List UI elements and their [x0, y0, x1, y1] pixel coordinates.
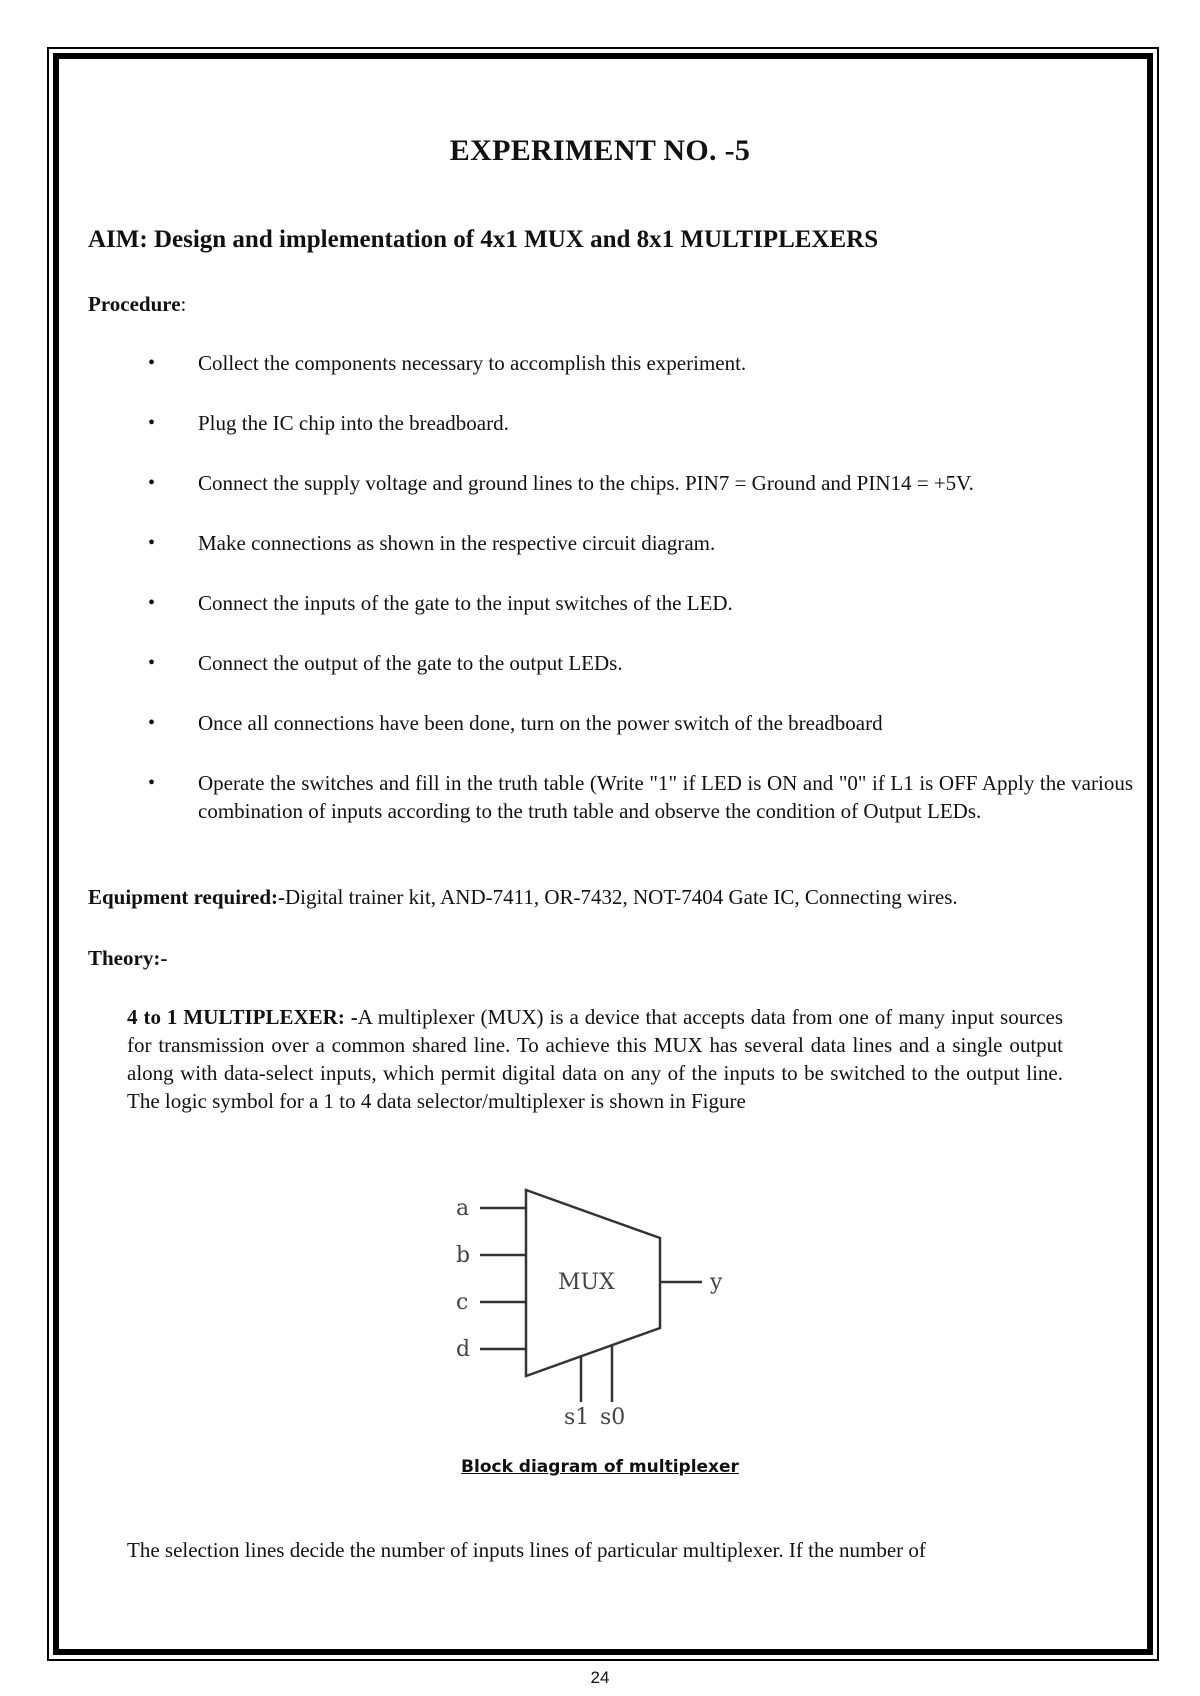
list-item: • Connect the inputs of the gate to the input switches of the LED.	[148, 591, 733, 615]
block-label: MUX	[558, 1270, 615, 1295]
list-item: • Once all connections have been done, turn on the power switch of the breadboard	[148, 711, 883, 735]
equipment-line	[88, 885, 1128, 910]
list-item: • Collect the components necessary to accomplish this experiment.	[148, 351, 747, 375]
bullet-icon: •	[148, 532, 156, 554]
list-item: • Make connections as shown in the respective circuit diagram.	[148, 531, 716, 555]
input-label-c: c	[456, 1290, 469, 1315]
diagram-caption: Block diagram of multiplexer	[461, 1457, 739, 1477]
select-label-s1: s1	[564, 1405, 590, 1425]
bullet-icon: •	[148, 592, 156, 614]
selection-lines-text: The selection lines decide the number of inputs lines of particular multiplexer. If the number of	[127, 1538, 926, 1562]
theory-heading: Theory:-	[88, 946, 168, 970]
bullet-icon: •	[148, 652, 156, 674]
list-item: • Connect the supply voltage and ground lines to the chips. PIN7 = Ground and PIN14 = +5V.	[148, 471, 974, 495]
output-label-y: y	[710, 1270, 723, 1295]
mux-paragraph	[127, 1003, 1063, 1115]
bullet-icon: •	[148, 412, 156, 434]
procedure-colon: :	[180, 292, 187, 316]
input-label-b: b	[456, 1243, 471, 1268]
select-label-s0: s0	[600, 1405, 626, 1425]
list-item: • Plug the IC chip into the breadboard.	[148, 411, 509, 435]
mux-heading: 4 to 1 MULTIPLEXER: -	[127, 1005, 358, 1029]
input-label-d: d	[456, 1337, 471, 1362]
list-item: • Operate the switches and fill in the truth table (Write "1" if LED is ON and "0" if L1 is OFF Apply the various combination of inputs according to the truth table and observe the condition of Output LEDs.	[148, 771, 1133, 823]
procedure-heading	[88, 292, 186, 317]
mux-text: A multiplexer (MUX) is a device that accepts data from one of many input sources for transmission over a common shared line. To achieve this MUX has several data lines and a single output along with data-select inputs, which permit digital data on any of the inputs to be switched to the output line. The logic symbol for a 1 to 4 data selector/multiplexer is shown in Figure	[127, 1005, 1064, 1113]
input-label-a: a	[456, 1196, 470, 1221]
page-number: 24	[590, 1668, 610, 1687]
equipment-text: Digital trainer kit, AND-7411, OR-7432, NOT-7404 Gate IC, Connecting wires.	[285, 885, 958, 909]
procedure-label: Procedure	[88, 292, 181, 316]
bullet-icon: •	[148, 352, 156, 374]
bullet-icon: •	[148, 712, 156, 734]
list-item: • Connect the output of the gate to the output LEDs.	[148, 651, 623, 675]
mux-block-diagram	[440, 1180, 740, 1425]
equipment-label: Equipment required:-	[88, 885, 285, 909]
bullet-icon: •	[148, 772, 156, 794]
aim-heading: AIM: Design and implementation of 4x1 MUX and 8x1 MULTIPLEXERS	[88, 226, 879, 253]
bullet-icon: •	[148, 472, 156, 494]
page-title: EXPERIMENT NO. -5	[449, 134, 751, 167]
